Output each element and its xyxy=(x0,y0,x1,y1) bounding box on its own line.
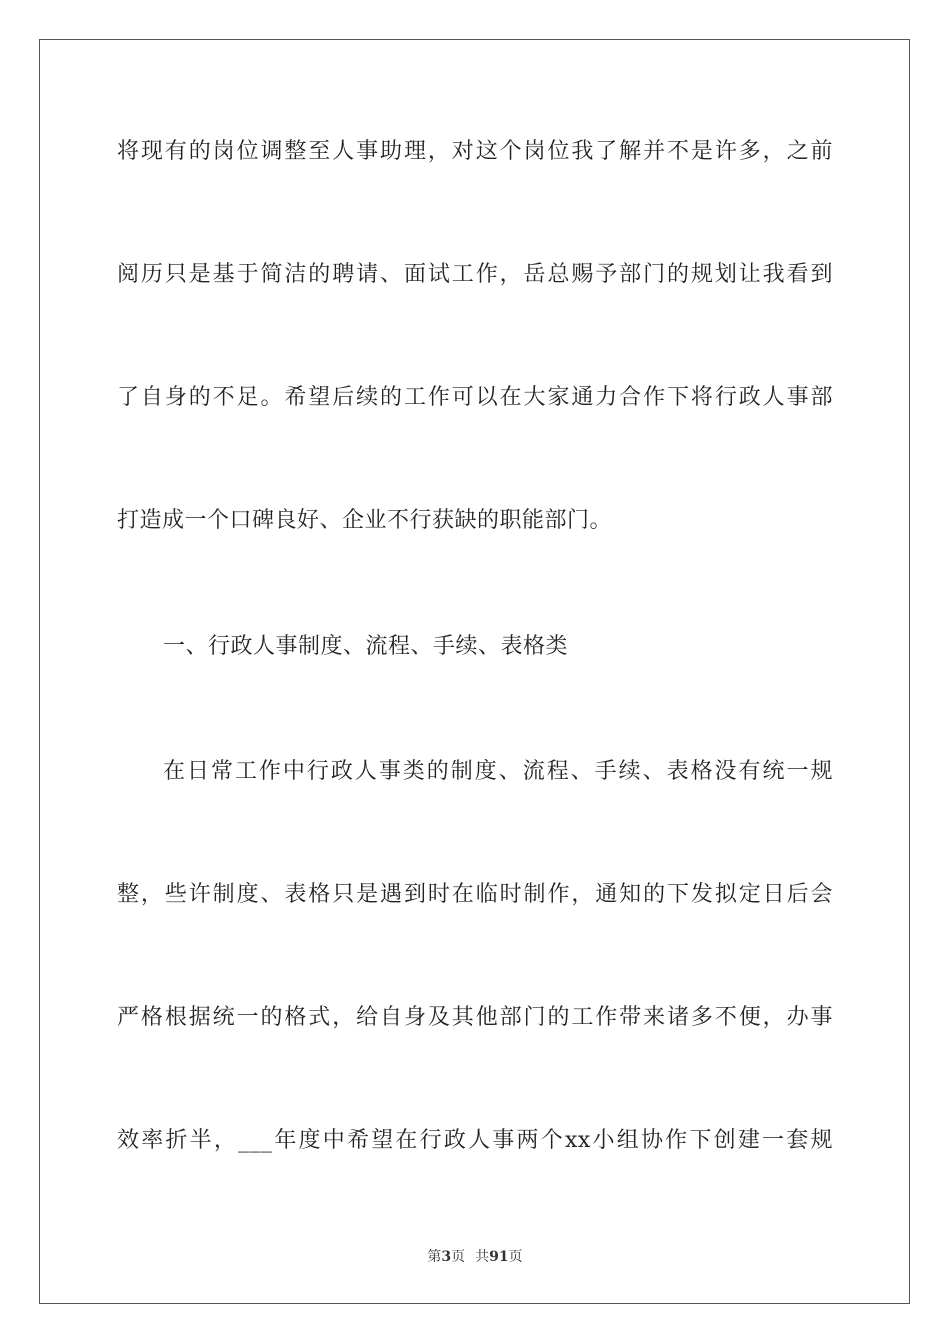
body-line-3: 了自身的不足。希望后续的工作可以在大家通力合作下将行政人事部 xyxy=(117,385,833,410)
page-footer xyxy=(0,1248,950,1266)
footer-total-prefix: 共 xyxy=(475,1249,490,1265)
body-line-2: 阅历只是基于简洁的聘请、面试工作，岳总赐予部门的规划让我看到 xyxy=(117,262,833,287)
section-heading: 一、行政人事制度、流程、手续、表格类 xyxy=(163,634,569,659)
footer-total-pages: 91 xyxy=(489,1249,509,1265)
body-line-6: 在日常工作中行政人事类的制度、流程、手续、表格没有统一规 xyxy=(163,759,833,784)
body-line-8: 严格根据统一的格式，给自身及其他部门的工作带来诸多不便，办事 xyxy=(117,1005,833,1030)
page-frame xyxy=(39,39,910,1304)
footer-page-number: 3 xyxy=(441,1249,452,1265)
body-line-9: 效率折半，___年度中希望在行政人事两个xx小组协作下创建一套规 xyxy=(117,1128,833,1153)
body-line-7: 整，些许制度、表格只是遇到时在临时制作，通知的下发拟定日后会 xyxy=(117,882,833,907)
footer-total-suffix: 页 xyxy=(508,1249,523,1265)
footer-page-prefix: 第 xyxy=(427,1249,442,1265)
footer-page-suffix: 页 xyxy=(451,1249,466,1265)
body-line-4: 打造成一个口碑良好、企业不行获缺的职能部门。 xyxy=(117,508,613,533)
body-line-1: 将现有的岗位调整至人事助理，对这个岗位我了解并不是许多，之前 xyxy=(117,139,833,164)
